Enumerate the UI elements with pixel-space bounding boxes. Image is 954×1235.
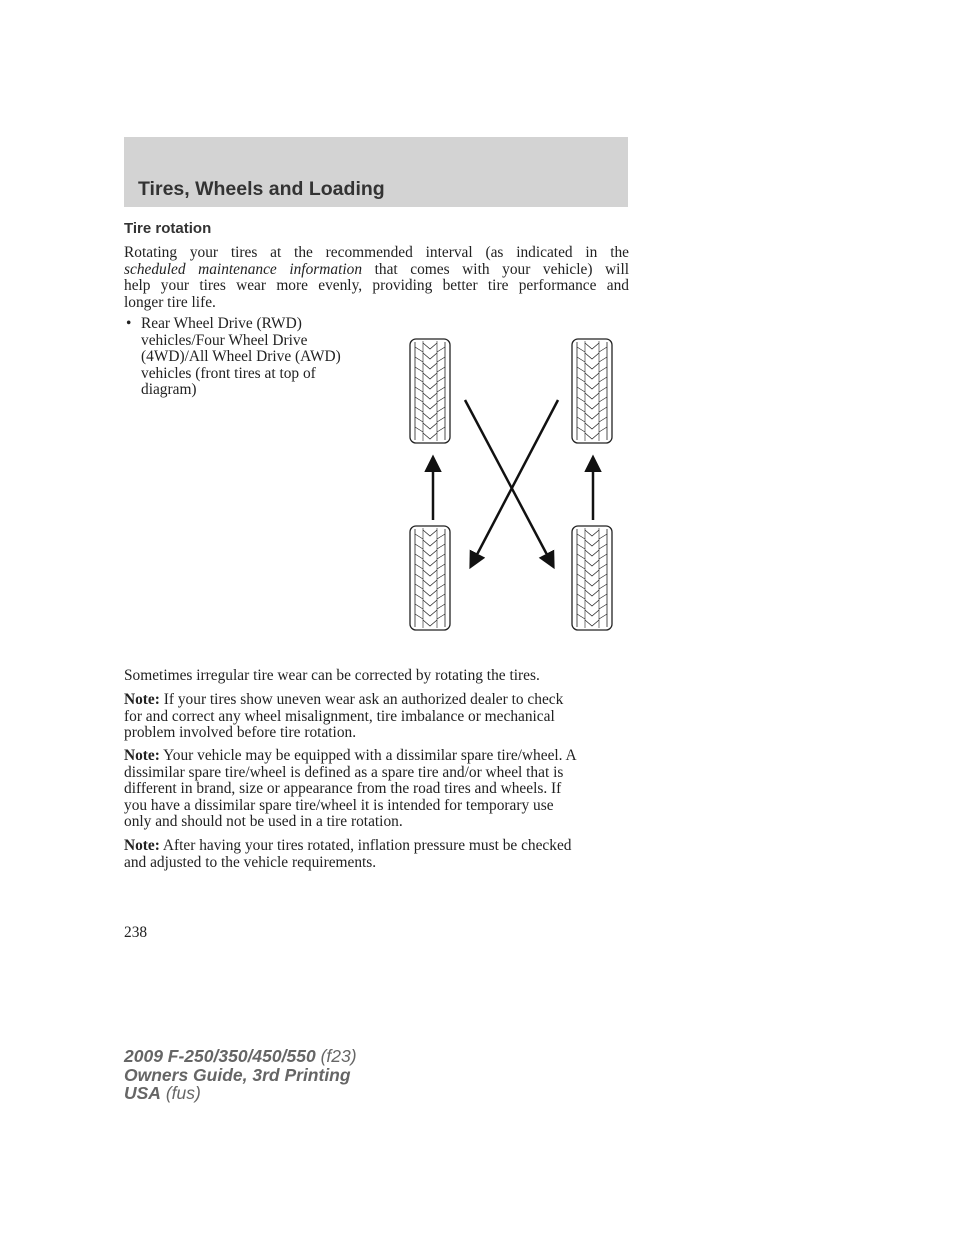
intro-line-1: Rotating your tires at the recommended interval (as indicated in the bbox=[124, 244, 629, 261]
page-number: 238 bbox=[124, 924, 148, 941]
intro-line-2 bbox=[124, 262, 629, 279]
cross-arrow-left-to-right bbox=[465, 400, 553, 566]
footer-market: USA bbox=[124, 1083, 161, 1103]
cross-arrow-right-to-left bbox=[471, 400, 558, 566]
intro-paragraph bbox=[124, 245, 629, 311]
footer-model-code: (f23) bbox=[315, 1046, 357, 1066]
intro-line-2-rest: that comes with your vehicle) will bbox=[362, 260, 629, 278]
bullet-text: Rear Wheel Drive (RWD) vehicles/Four Wheel Drive (4WD)/All Wheel Drive (AWD) vehicles (front tires at top of diagram) bbox=[141, 315, 341, 398]
chapter-title: Tires, Wheels and Loading bbox=[138, 178, 385, 200]
note-text: different in brand, size or appearance from the road tires and wheels. If bbox=[124, 780, 562, 797]
note-text: After having your tires rotated, inflation pressure must be checked bbox=[159, 837, 572, 854]
note-text: dissimilar spare tire/wheel is defined as a spare tire and/or wheel that is bbox=[124, 763, 564, 781]
intro-line-4: longer tire life. bbox=[124, 293, 216, 311]
note-alignment bbox=[124, 692, 629, 742]
front-right-tire bbox=[572, 339, 612, 443]
note-text: Your vehicle may be equipped with a dissimilar spare tire/wheel. A bbox=[159, 747, 577, 764]
note-text: If your tires show uneven wear ask an authorized dealer to check bbox=[159, 691, 564, 708]
bullet-symbol: • bbox=[126, 315, 132, 332]
note-text: only and should not be used in a tire rotation. bbox=[124, 813, 403, 830]
footer-model: 2009 F-250/350/450/550 bbox=[124, 1046, 316, 1066]
note-spare-tire bbox=[124, 748, 629, 831]
section-title: Tire rotation bbox=[124, 220, 212, 237]
note-label: Note: bbox=[124, 747, 160, 764]
note-label: Note: bbox=[124, 837, 160, 854]
note-text: problem involved before tire rotation. bbox=[124, 724, 357, 741]
document-footer bbox=[124, 1047, 357, 1103]
note-text: and adjusted to the vehicle requirements. bbox=[124, 853, 377, 871]
front-left-tire bbox=[410, 339, 450, 443]
intro-line-3: help your tires wear more evenly, providing better tire performance and bbox=[124, 277, 629, 294]
rear-right-tire bbox=[572, 526, 612, 630]
rear-left-tire bbox=[410, 526, 450, 630]
note-label: Note: bbox=[124, 691, 160, 708]
footer-edition: Owners Guide, 3rd Printing bbox=[124, 1064, 351, 1085]
tire-rotation-diagram bbox=[405, 336, 620, 636]
section-header-band bbox=[124, 137, 628, 207]
note-text: you have a dissimilar spare tire/wheel it is intended for temporary use bbox=[124, 796, 554, 814]
note-inflation bbox=[124, 838, 629, 871]
plain-paragraph: Sometimes irregular tire wear can be corrected by rotating the tires. bbox=[124, 667, 540, 684]
maintenance-reference: scheduled maintenance information bbox=[124, 260, 363, 278]
note-text: for and correct any wheel misalignment, tire imbalance or mechanical bbox=[124, 707, 555, 725]
footer-market-code: (fus) bbox=[160, 1083, 201, 1103]
